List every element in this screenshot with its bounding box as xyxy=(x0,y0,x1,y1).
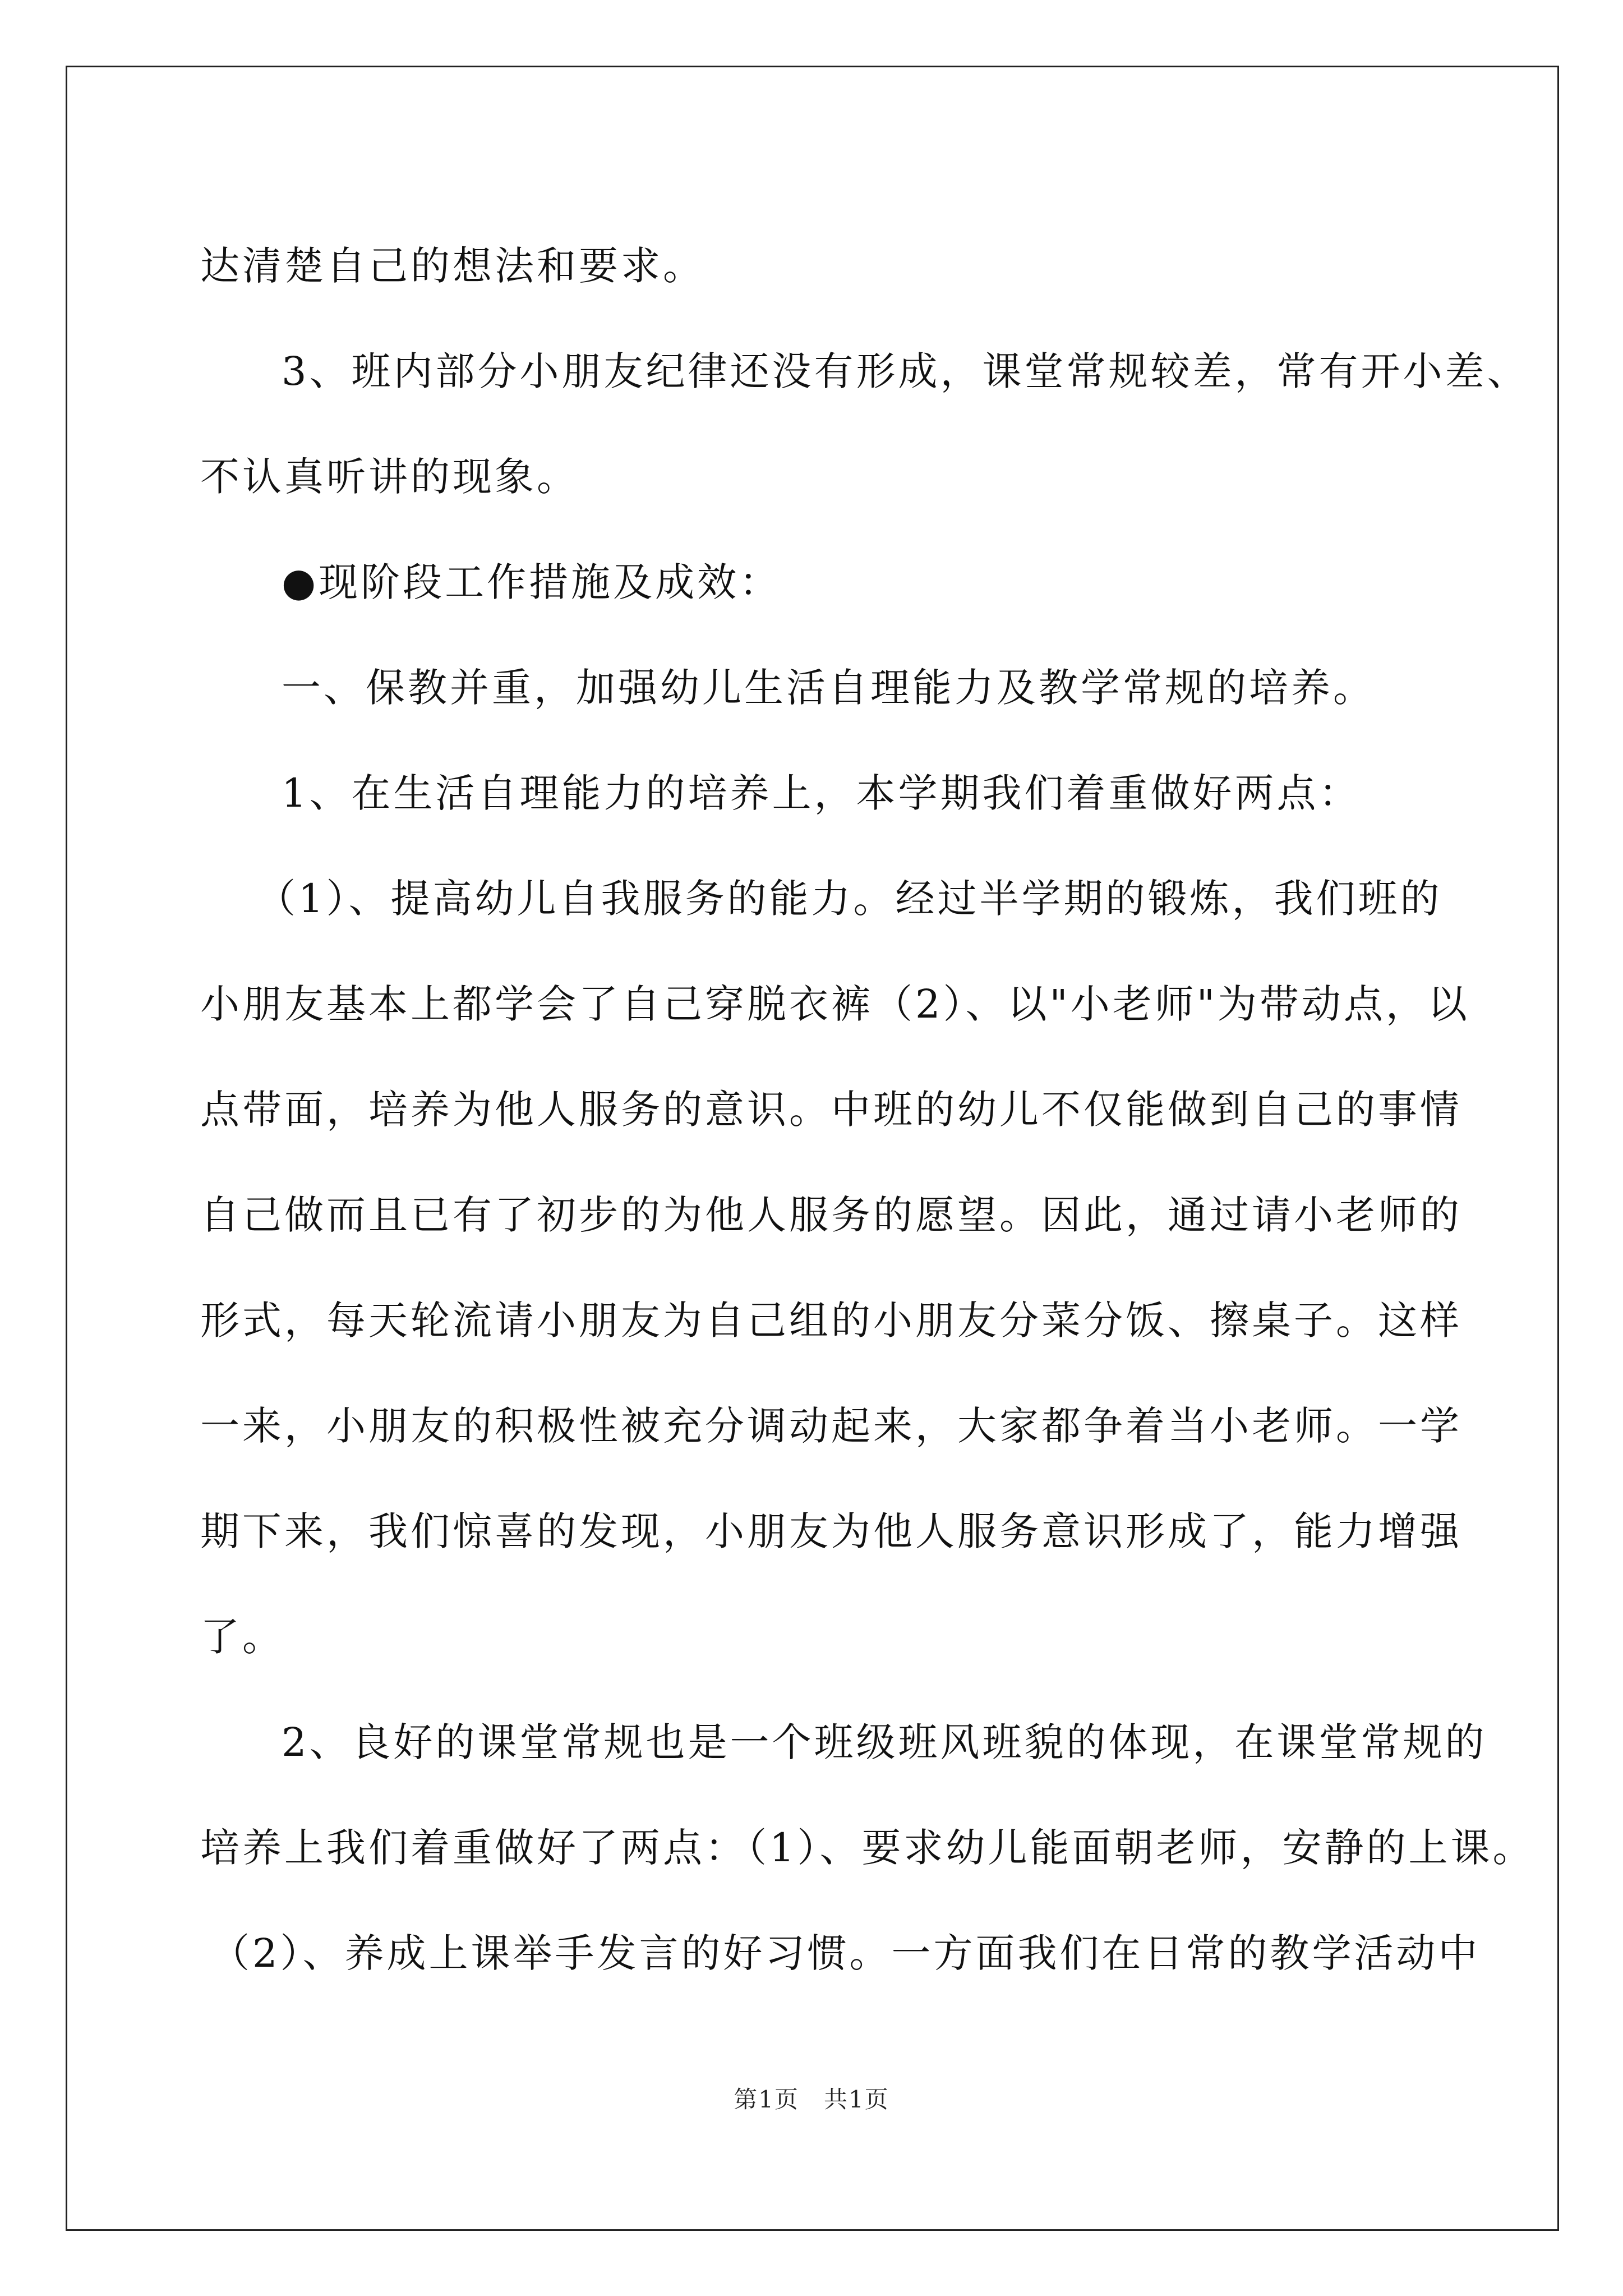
document-body xyxy=(200,213,1535,2006)
text-line: 期下来，我们惊喜的发现，小朋友为他人服务意识形成了，能力增强 xyxy=(200,1508,1462,1554)
section-heading: ●现阶段工作措施及成效： xyxy=(282,559,782,605)
text-line: 点带面，培养为他人服务的意识。中班的幼儿不仅能做到自己的事情 xyxy=(200,1087,1462,1133)
text-line: 一、保教并重，加强幼儿生活自理能力及教学常规的培养。 xyxy=(282,665,1375,711)
text-line: 培养上我们着重做好了两点：（1）、要求幼儿能面朝老师，安静的上课。 xyxy=(200,1825,1535,1871)
text-line: 达清楚自己的想法和要求。 xyxy=(200,243,705,289)
text-line: 2、良好的课堂常规也是一个班级班风班貌的体现，在课堂常规的 xyxy=(282,1719,1487,1765)
text-line: 形式，每天轮流请小朋友为自己组的小朋友分菜分饭、擦桌子。这样 xyxy=(200,1297,1462,1343)
text-line: 一来，小朋友的积极性被充分调动起来，大家都争着当小老师。一学 xyxy=(200,1403,1462,1449)
text-line: 小朋友基本上都学会了自己穿脱衣裤（2）、以"小老师"为带动点，以 xyxy=(200,981,1470,1027)
text-line: 了。 xyxy=(200,1614,284,1660)
text-line: 1、在生活自理能力的培养上，本学期我们着重做好两点： xyxy=(282,770,1361,816)
text-line: 自己做而且已有了初步的为他人服务的愿望。因此，通过请小老师的 xyxy=(200,1192,1462,1238)
page-footer: 第1页 共1页 xyxy=(734,2086,889,2113)
text-line: （2）、养成上课举手发言的好习惯。一方面我们在日常的教学活动中 xyxy=(210,1930,1481,1976)
text-line: （1）、提高幼儿自我服务的能力。经过半学期的锻炼，我们班的 xyxy=(256,876,1442,922)
text-line: 3、班内部分小朋友纪律还没有形成，课堂常规较差，常有开小差、 xyxy=(282,348,1529,394)
text-line: 不认真听讲的现象。 xyxy=(200,454,579,500)
